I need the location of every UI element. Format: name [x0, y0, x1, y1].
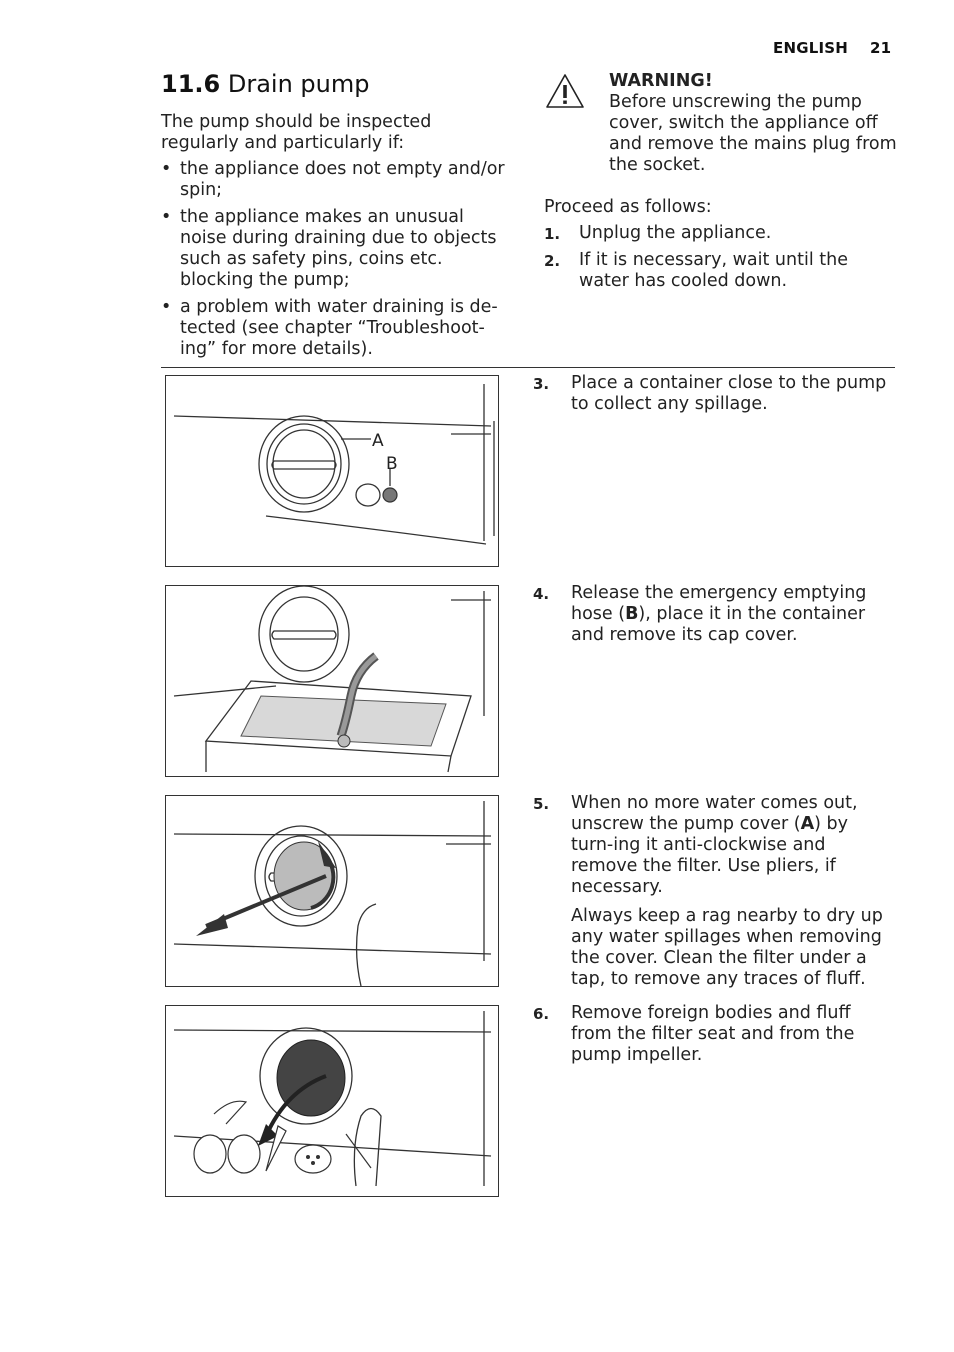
step-text-part: When no more water comes out, unscrew the pump cover ( [571, 793, 858, 834]
step-text: Remove foreign bodies and fluff from the filter seat and from the pump impeller. [571, 1003, 855, 1065]
step-text-bold: B [625, 604, 639, 624]
step-text [571, 793, 888, 898]
intro-block [161, 112, 513, 360]
step-number: 6. [533, 1005, 550, 1023]
step-text-part: ) by turn-ing it anti-clockwise and remove the filter. Use pliers, if necessary. [571, 814, 849, 897]
step-text: Place a container close to the pump to collect any spillage. [571, 373, 887, 414]
step-note: Always keep a rag nearby to dry up any water spillages when removing the cover. Clean the filter under a tap, to remove any traces of fluff. [571, 906, 883, 989]
step-text-part: ), place it in the container and remove its cap cover. [571, 604, 866, 645]
step-number: 1. [544, 225, 561, 243]
warning-title: WARNING! [609, 71, 713, 91]
figure-unscrew-cover [165, 795, 499, 987]
step-5 [533, 793, 888, 990]
step-2 [544, 250, 894, 292]
section-title-text: Drain pump [227, 70, 370, 98]
page-number: 21 [870, 39, 892, 57]
intro-paragraph: The pump should be inspected regularly and particularly if: [161, 112, 432, 153]
warning-block [609, 71, 899, 176]
bullet-item: • the appliance makes an unusual noise during draining due to objects such as safety pins, coins etc. blocking the pump; [161, 207, 513, 291]
step-text-bold: A [800, 814, 815, 834]
figure-pump-access [165, 375, 499, 567]
section-number: 11.6 [161, 70, 221, 98]
step-3 [533, 373, 888, 415]
section-divider [161, 367, 895, 368]
bullet-item: • a problem with water draining is de-tected (see chapter “Troubleshoot-ing” for more details). [161, 297, 513, 360]
figure-emergency-hose [165, 585, 499, 777]
step-number: 3. [533, 375, 550, 393]
figure-remove-foreign-bodies [165, 1005, 499, 1197]
running-header-language: ENGLISH [773, 39, 849, 57]
step-text: Unplug the appliance. [579, 223, 772, 243]
bullet-item: • the appliance does not empty and/or spin; [161, 159, 513, 201]
step-4 [533, 583, 888, 646]
label-b: B [386, 454, 398, 474]
step-1 [544, 223, 894, 244]
proceed-text: Proceed as follows: [544, 197, 712, 217]
warning-text: Before unscrewing the pump cover, switch the appliance off and remove the mains plug from the socket. [609, 92, 897, 175]
warning-triangle-icon [545, 73, 585, 113]
step-6 [533, 1003, 888, 1066]
step-number: 5. [533, 795, 550, 813]
label-a: A [372, 431, 384, 451]
step-text: If it is necessary, wait until the water has cooled down. [579, 250, 848, 291]
step-text-part: Release the emergency emptying hose ( [571, 583, 867, 624]
step-number: 2. [544, 252, 561, 270]
section-title [161, 70, 369, 98]
step-number: 4. [533, 585, 550, 603]
step-text [571, 583, 888, 646]
